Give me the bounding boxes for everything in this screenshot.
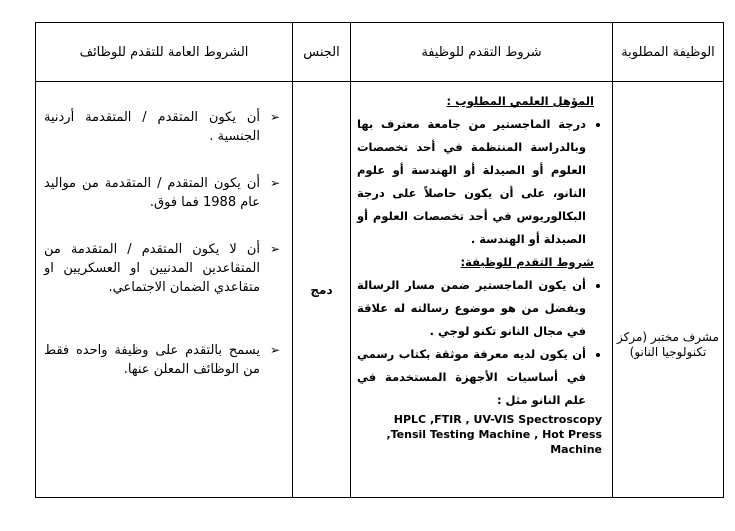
equipment-list: HPLC ,FTIR , UV-VIS Spectroscopy ,Tensil Testing Machine , Hot Press Machine xyxy=(386,413,602,456)
arrow-bullet-icon: ➢ xyxy=(269,242,280,256)
general-conditions-cell xyxy=(36,82,293,498)
header-row xyxy=(36,23,724,82)
list-item: • درجة الماجستير من جامعة معترف بها وبالدراسة المنتظمة في أحد تخصصات العلوم أو الصيدلة أو الهندسة أو علوم النانو، على أن يكون حاصلاً على درجة البكالوريوس في أحد تخصصات العلوم أو الصيدلة أو الهندسة . xyxy=(357,113,586,251)
list-item: ➢ أن يكون المتقدم / المتقدمة من مواليد عام 1988 فما فوق. xyxy=(44,176,280,210)
list-item: • أن يكون الماجستير ضمن مسار الرسالة ويفضل من هو موضوع رسالته له علاقة في مجال النانو تكنو لوجي . xyxy=(357,274,586,343)
header-general: الشروط العامة للتقدم للوظائف xyxy=(36,23,293,82)
job-title: مشرف مختبر (مركز تكنولوجيا النانو) xyxy=(613,82,724,498)
table-row xyxy=(36,82,724,498)
header-gender: الجنس xyxy=(293,23,351,82)
header-conditions: شروط التقدم للوظيفة xyxy=(351,23,613,82)
conditions-cell xyxy=(351,82,613,498)
arrow-bullet-icon: ➢ xyxy=(269,110,280,124)
arrow-bullet-icon: ➢ xyxy=(269,176,280,190)
list-item: ➢ أن يكون المتقدم / المتقدمة أردنية الجنسية . xyxy=(44,110,280,144)
conditions-title: شروط التقدم للوظيفة: xyxy=(460,255,594,269)
job-table xyxy=(35,22,724,498)
list-item: ➢ يسمح بالتقدم على وظيفة واحده فقط من الوظائف المعلن عنها. xyxy=(44,343,280,377)
list-item: • أن يكون لديه معرفة موثقة بكتاب رسمي في أساسيات الأجهزة المستخدمة في علم النانو مثل : xyxy=(357,343,586,412)
arrow-bullet-icon: ➢ xyxy=(269,343,280,357)
header-job: الوظيفة المطلوبة xyxy=(613,23,724,82)
gender-value: دمج xyxy=(293,82,351,498)
list-item: ➢ أن لا يكون المتقدم / المتقدمة من المتقاعدين المدنيين او العسكريين او متقاعدي الضمان الاجتماعي. xyxy=(44,242,280,295)
qualification-title: المؤهل العلمي المطلوب : xyxy=(446,94,594,108)
